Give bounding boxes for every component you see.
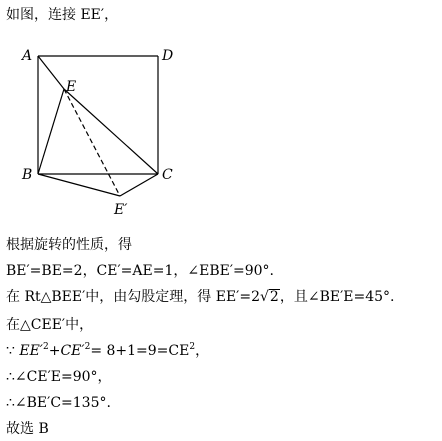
sqrt-symbol: √ (260, 289, 269, 305)
sqrt-radicand: 2 (269, 289, 279, 305)
solution-line-3 (6, 288, 394, 306)
solution-line-2: BE′=BE=2，CE′=AE=1，∠EBE′=90°. (6, 263, 275, 279)
line3-part1: 在 Rt△BEE′中，由勾股定理，得 EE′=2 (6, 289, 260, 305)
segment-be-prime (38, 174, 120, 196)
label-e: E (66, 79, 77, 95)
label-d: D (162, 48, 174, 64)
label-a: A (22, 48, 33, 64)
answer-line: 故选 B (6, 421, 49, 437)
term-ee-prime: EE′ (19, 343, 43, 359)
segment-ae (38, 56, 64, 89)
solution-line-6: ∴∠CE′E=90°， (6, 369, 112, 385)
segment-ee-prime (64, 89, 120, 196)
solution-line-7: ∴∠BE′C=135°. (6, 395, 111, 411)
intro-text: 如图，连接 EE′， (6, 7, 119, 23)
line3-part2: ，且∠BE′E=45°. (279, 289, 395, 305)
solution-line-1: 根据旋转的性质，得 (6, 237, 132, 253)
solution-line-5 (6, 342, 209, 362)
because-symbol: ∵ (6, 343, 20, 359)
exponent-1: 2 (42, 342, 49, 352)
label-c: C (162, 167, 173, 183)
segment-be (38, 89, 64, 174)
label-e-prime: E′ (114, 202, 128, 218)
label-b: B (22, 167, 33, 183)
plus-sign: + (48, 343, 61, 359)
exponent-3: 2 (189, 342, 196, 352)
solution-line-4: 在△CEE′中， (6, 317, 94, 333)
exponent-2: 2 (84, 342, 91, 352)
term-ce-prime: CE′ (60, 343, 85, 359)
equation-rest: = 8+1=9=CE (90, 343, 190, 359)
line5-end: ， (195, 343, 210, 359)
segment-ec (64, 89, 158, 174)
segment-ce-prime (120, 174, 158, 196)
